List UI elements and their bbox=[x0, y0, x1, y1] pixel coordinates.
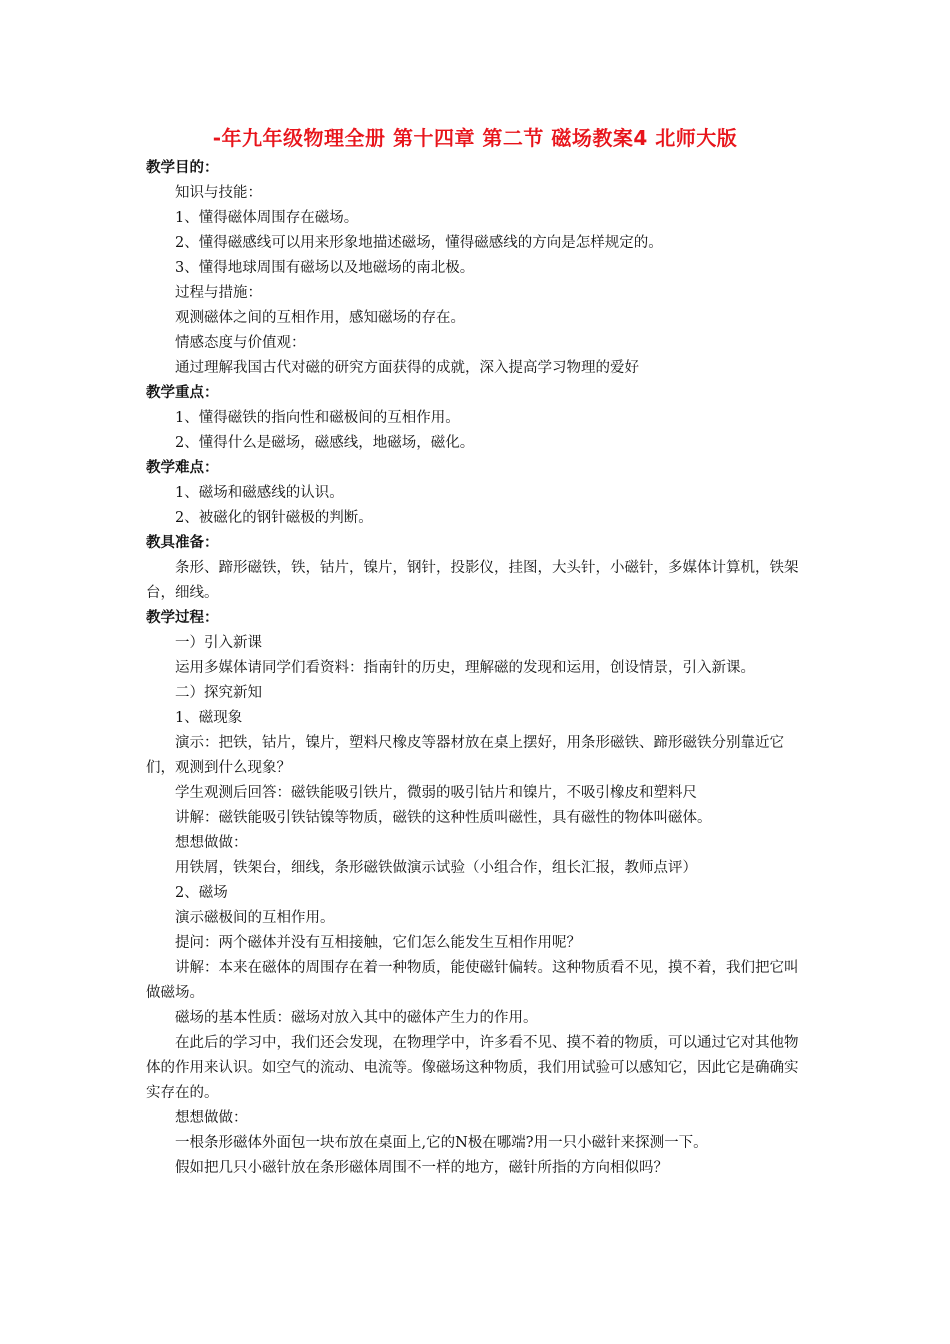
intro-text: 运用多媒体请同学们看资料：指南针的历史，理解磁的发现和运用，创设情景，引入新课。 bbox=[175, 660, 755, 676]
section-1-activity: 用铁屑，铁架台，细线，条形磁铁做演示试验（小组合作，组长汇报，教师点评） bbox=[175, 860, 697, 876]
section-1-heading: 1、磁现象 bbox=[175, 710, 243, 726]
key-point-item: 1、懂得磁铁的指向性和磁极间的互相作用。 bbox=[175, 410, 460, 426]
heading-objectives: 教学目的： bbox=[146, 160, 219, 176]
difficulty-item: 2、被磁化的钢针磁极的判断。 bbox=[175, 510, 373, 526]
intro-heading: 一）引入新课 bbox=[175, 635, 262, 651]
key-point-item: 2、懂得什么是磁场，磁感线，地磁场，磁化。 bbox=[175, 435, 475, 451]
section-1-answer: 学生观测后回答：磁铁能吸引铁片，微弱的吸引钴片和镍片，不吸引橡皮和塑料尺 bbox=[175, 785, 697, 801]
heading-key-points: 教学重点： bbox=[146, 385, 219, 401]
document-title: -年九年级物理全册 第十四章 第二节 磁场教案4 北师大版 bbox=[212, 126, 738, 150]
section-2-question-1: 一根条形磁体外面包一块布放在桌面上,它的N极在哪端?用一只小磁针来探测一下。 bbox=[175, 1135, 708, 1151]
section-2-think: 想想做做： bbox=[175, 1110, 248, 1126]
section-2-question: 提问：两个磁体并没有互相接触，它们怎么能发生互相作用呢？ bbox=[175, 935, 581, 951]
explore-heading: 二）探究新知 bbox=[175, 685, 262, 701]
section-1-explain: 讲解：磁铁能吸引铁钴镍等物质，磁铁的这种性质叫磁性，具有磁性的物体叫磁体。 bbox=[175, 810, 712, 826]
knowledge-item: 1、懂得磁体周围存在磁场。 bbox=[175, 210, 359, 226]
materials-text: 条形、蹄形磁铁，铁，钴片，镍片，钢针，投影仪，挂图，大头针，小磁针，多媒体计算机，铁架台，细线。 bbox=[146, 560, 799, 601]
heading-materials: 教具准备： bbox=[146, 535, 219, 551]
knowledge-item: 2、懂得磁感线可以用来形象地描述磁场，懂得磁感线的方向是怎样规定的。 bbox=[175, 235, 663, 251]
section-1-think: 想想做做： bbox=[175, 835, 248, 851]
section-1-demo: 演示：把铁，钴片，镍片，塑料尺橡皮等器材放在桌上摆好，用条形磁铁、蹄形磁铁分别靠近它们，观测到什么现象？ bbox=[146, 735, 784, 776]
process-text: 观测磁体之间的互相作用，感知磁场的存在。 bbox=[175, 310, 465, 326]
section-2-question-2: 假如把几只小磁针放在条形磁体周围不一样的地方，磁针所指的方向相似吗？ bbox=[175, 1160, 668, 1176]
knowledge-item: 3、懂得地球周围有磁场以及地磁场的南北极。 bbox=[175, 260, 475, 276]
process-label: 过程与措施： bbox=[175, 285, 262, 301]
heading-difficulties: 教学难点： bbox=[146, 460, 219, 476]
knowledge-label: 知识与技能： bbox=[175, 185, 262, 201]
section-2-explain: 讲解：本来在磁体的周围存在着一种物质，能使磁针偏转。这种物质看不见，摸不着，我们把它叫做磁场。 bbox=[146, 960, 799, 1001]
section-2-heading: 2、磁场 bbox=[175, 885, 228, 901]
section-2-demo: 演示磁极间的互相作用。 bbox=[175, 910, 335, 926]
document-body bbox=[146, 156, 806, 1181]
emotion-label: 情感态度与价值观： bbox=[175, 335, 306, 351]
section-2-later: 在此后的学习中，我们还会发现，在物理学中，许多看不见、摸不着的物质，可以通过它对其他物体的作用来认识。如空气的流动、电流等。像磁场这种物质，我们用试验可以感知它，因此它是确确实实存在的。 bbox=[146, 1035, 799, 1101]
heading-process: 教学过程： bbox=[146, 610, 219, 626]
difficulty-item: 1、磁场和磁感线的认识。 bbox=[175, 485, 344, 501]
emotion-text: 通过理解我国古代对磁的研究方面获得的成就，深入提高学习物理的爱好 bbox=[175, 360, 639, 376]
section-2-property: 磁场的基本性质：磁场对放入其中的磁体产生力的作用。 bbox=[175, 1010, 538, 1026]
